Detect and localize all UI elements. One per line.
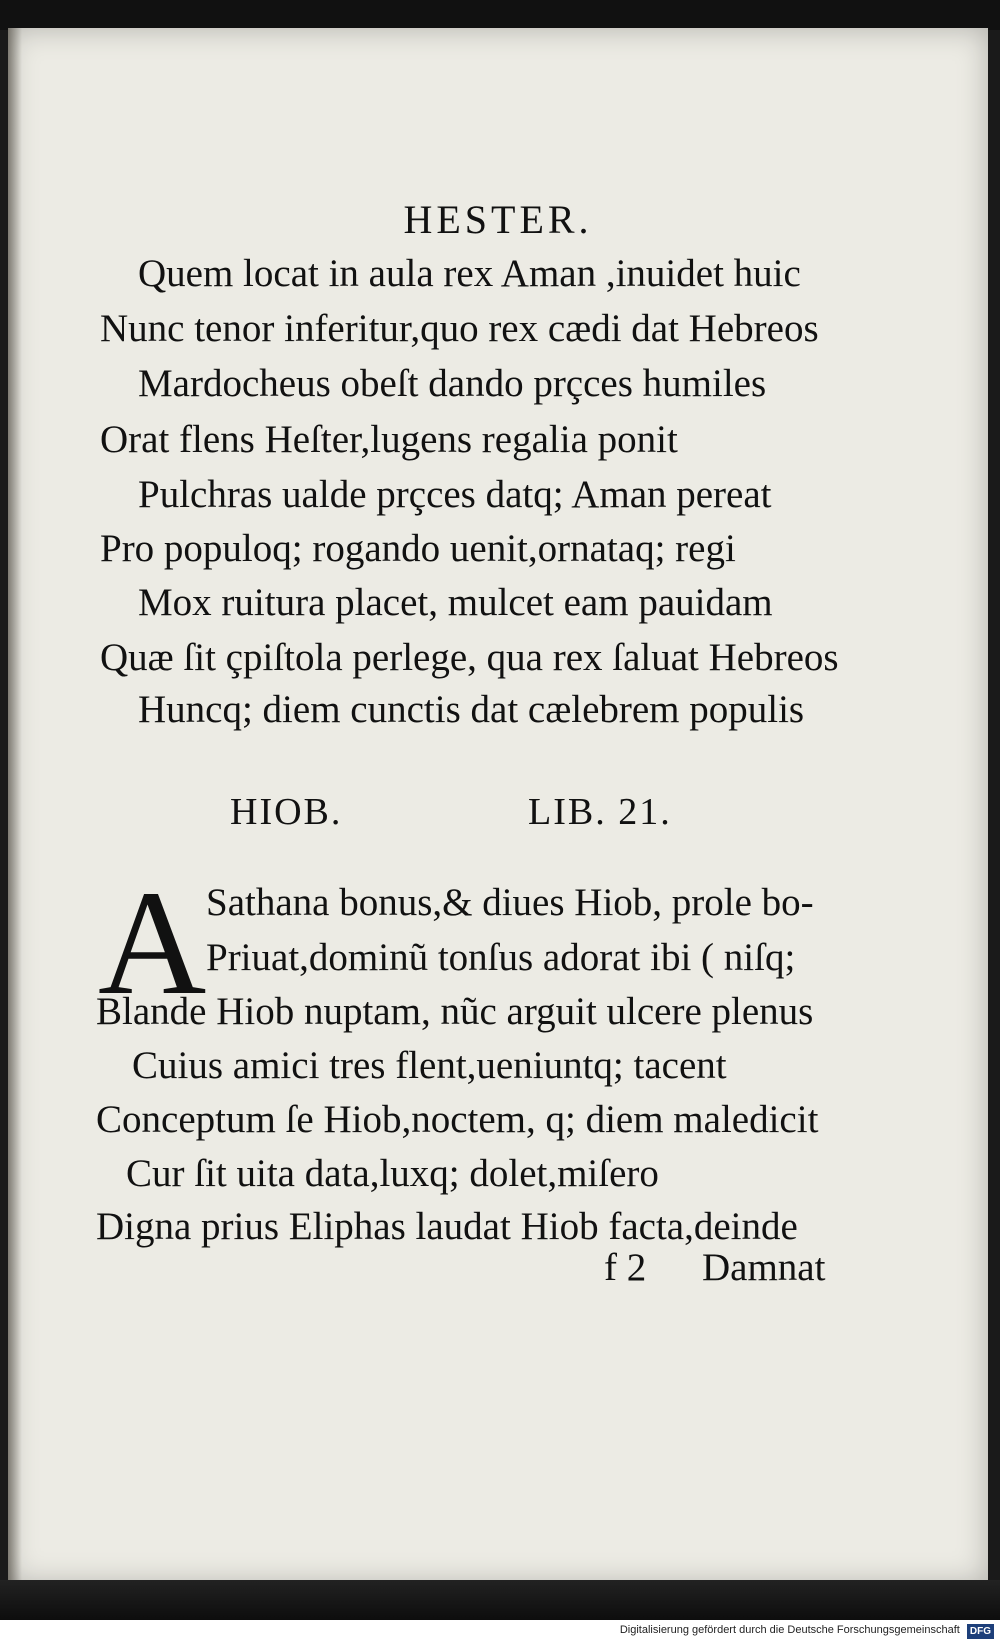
- catchword: Damnat: [702, 1246, 826, 1289]
- text-line: Quem locat in aula rex Aman ,inuidet huic: [138, 252, 801, 295]
- text-line: Cuius amici tres flent,ueniuntq; tacent: [132, 1044, 727, 1087]
- text-line: Cur ſit uita data,luxq; dolet,miſero: [126, 1152, 659, 1195]
- text-line: Mox ruitura placet, mulcet eam pauidam: [138, 581, 773, 624]
- scan-frame-top: [0, 0, 1000, 30]
- book-title: HIOB.: [230, 791, 343, 833]
- drop-cap: A: [98, 860, 207, 1026]
- text-line: Mardocheus obeſt dando prçces humiles: [138, 362, 767, 405]
- text-line: Pro populoq; rogando uenit,ornataq; regi: [100, 527, 736, 570]
- scan-frame-bottom: [0, 1580, 1000, 1620]
- text-line: Conceptum ſe Hiob,noctem, q; diem maledicit: [96, 1098, 819, 1141]
- text-line: Nunc tenor inferitur,quo rex cædi dat Hebreos: [100, 307, 819, 350]
- section-heading: HESTER.: [403, 197, 593, 242]
- text-line: Sathana bonus,& diues Hiob, prole bo-: [206, 881, 814, 924]
- text-line: Priuat,dominũ tonſus adorat ibi ( niſq;: [206, 936, 796, 979]
- footer-text: Digitalisierung gefördert durch die Deutsche Forschungsgemeinschaft: [619, 1624, 960, 1636]
- signature-mark: f 2: [604, 1246, 647, 1289]
- text-line: Orat flens Heſter,lugens regalia ponit: [100, 418, 678, 461]
- text-line: Digna prius Eliphas laudat Hiob facta,deinde: [96, 1205, 798, 1248]
- page-text: [8, 28, 988, 1584]
- dfg-logo-icon: DFG: [967, 1624, 994, 1639]
- book-page: [8, 28, 988, 1584]
- book-number: LIB. 21.: [528, 791, 672, 833]
- digitization-footer: [0, 1620, 1000, 1641]
- text-line: Quæ ſit çpiſtola perlege, qua rex ſaluat Hebreos: [100, 636, 839, 679]
- text-line: Pulchras ualde prçces datq; Aman pereat: [138, 473, 772, 516]
- text-line: Huncq; diem cunctis dat cælebrem populis: [138, 688, 805, 731]
- text-line: Blande Hiob nuptam, nũc arguit ulcere plenus: [96, 990, 814, 1033]
